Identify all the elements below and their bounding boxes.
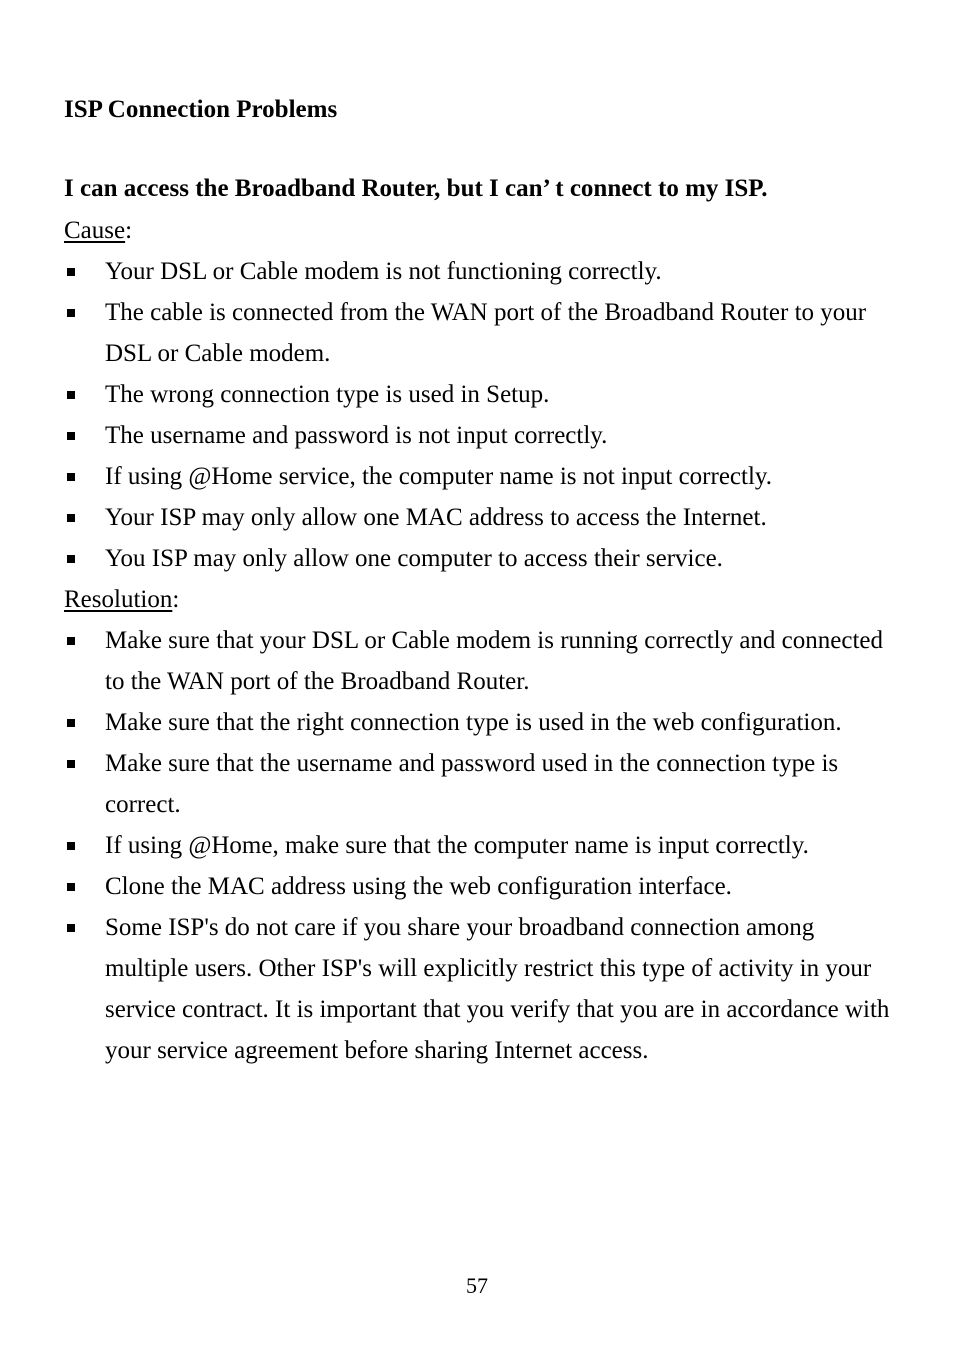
- list-item: [64, 415, 894, 456]
- list-item-text: Make sure that your DSL or Cable modem is running correctly and connected to the WAN port of the Broadband Router.: [105, 627, 884, 695]
- list-item-text: Clone the MAC address using the web configuration interface.: [105, 873, 732, 900]
- list-item: [64, 292, 894, 374]
- list-item-text: The cable is connected from the WAN port of the Broadband Router to your DSL or Cable modem.: [105, 299, 867, 367]
- list-item: [64, 743, 894, 825]
- square-bullet-icon: [67, 924, 75, 932]
- resolution-section: [64, 579, 894, 1071]
- list-item: [64, 497, 894, 538]
- square-bullet-icon: [67, 760, 75, 768]
- page-number: 57: [466, 1273, 488, 1298]
- square-bullet-icon: [67, 555, 75, 563]
- list-item: [64, 620, 894, 702]
- list-item-text: Your DSL or Cable modem is not functioning correctly.: [105, 258, 662, 285]
- list-item: [64, 825, 894, 866]
- list-item-text: You ISP may only allow one computer to access their service.: [105, 545, 723, 572]
- resolution-heading: [64, 579, 894, 620]
- question-heading: I can access the Broadband Router, but I can’ t connect to my ISP.: [64, 175, 768, 202]
- square-bullet-icon: [67, 309, 75, 317]
- square-bullet-icon: [67, 432, 75, 440]
- square-bullet-icon: [67, 719, 75, 727]
- square-bullet-icon: [67, 883, 75, 891]
- list-item: [64, 374, 894, 415]
- cause-list: [64, 251, 894, 579]
- list-item-text: Some ISP's do not care if you share your broadband connection among multiple users. Other ISP's will explicitly restrict this type of activity in your service contract. It is important that you verify that you are in accordance with your service agreement before sharing Internet access.: [105, 914, 890, 1064]
- list-item-text: If using @Home, make sure that the computer name is input correctly.: [105, 832, 809, 859]
- cause-heading: [64, 210, 894, 251]
- list-item-text: Your ISP may only allow one MAC address to access the Internet.: [105, 504, 767, 531]
- list-item: [64, 538, 894, 579]
- square-bullet-icon: [67, 391, 75, 399]
- square-bullet-icon: [67, 637, 75, 645]
- list-item: [64, 456, 894, 497]
- list-item: [64, 907, 894, 1071]
- cause-section: [64, 210, 894, 579]
- resolution-label: Resolution: [64, 586, 173, 613]
- list-item-text: If using @Home service, the computer name is not input correctly.: [105, 463, 773, 490]
- list-item: [64, 702, 894, 743]
- section-title: ISP Connection Problems: [64, 96, 338, 123]
- cause-colon: :: [125, 217, 133, 244]
- square-bullet-icon: [67, 842, 75, 850]
- square-bullet-icon: [67, 514, 75, 522]
- list-item: [64, 251, 894, 292]
- list-item: [64, 866, 894, 907]
- resolution-list: [64, 620, 894, 1071]
- list-item-text: Make sure that the username and password used in the connection type is correct.: [105, 750, 839, 818]
- list-item-text: Make sure that the right connection type is used in the web configuration.: [105, 709, 842, 736]
- square-bullet-icon: [67, 268, 75, 276]
- resolution-colon: :: [172, 586, 180, 613]
- list-item-text: The username and password is not input correctly.: [105, 422, 608, 449]
- cause-label: Cause: [64, 217, 126, 244]
- square-bullet-icon: [67, 473, 75, 481]
- list-item-text: The wrong connection type is used in Setup.: [105, 381, 550, 408]
